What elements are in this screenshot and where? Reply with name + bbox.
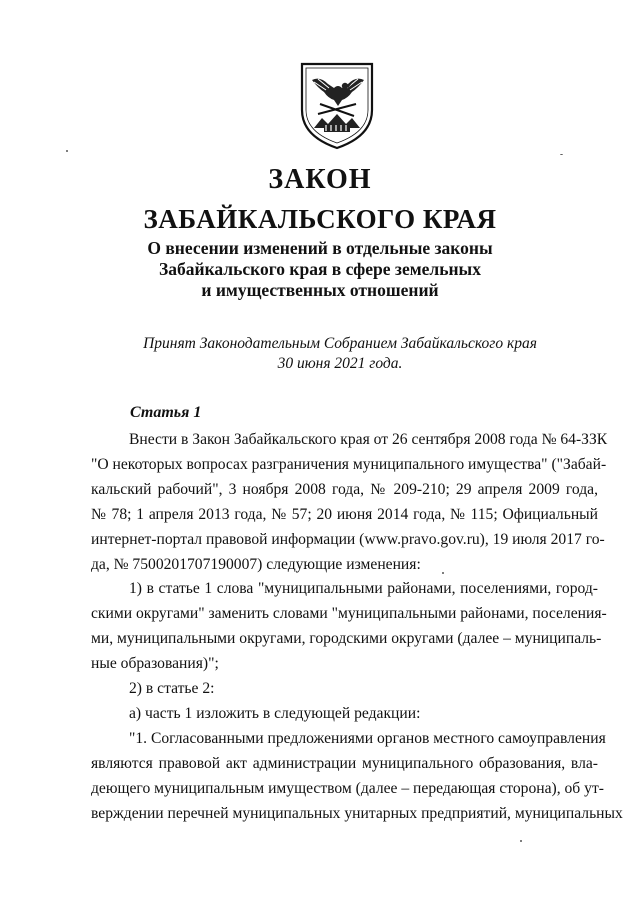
text-line: верждении перечней муниципальных унитарных предприятий, муниципальных	[91, 804, 623, 822]
text-line: 2) в статье 2:	[129, 680, 215, 698]
text-line: № 78; 1 апреля 2013 года, № 57; 20 июня 2014 года, № 115; Официальный	[91, 505, 598, 523]
text-line: деющего муниципальным имуществом (далее – передающая сторона), об ут-	[91, 779, 604, 797]
text-line: да, № 7500201707190007) следующие изменения:	[91, 555, 421, 573]
text-line: скими округами" заменить словами "муниципальными районами, поселения-	[91, 605, 607, 623]
coat-of-arms-emblem	[298, 58, 376, 150]
law-subject-line: О внесении изменений в отдельные законы	[147, 238, 493, 258]
law-subject-line: Забайкальского края в сфере земельных	[159, 259, 481, 279]
text-line: ми, муниципальными округами, городскими округами (далее – муниципаль-	[91, 630, 602, 648]
paragraph	[91, 677, 598, 702]
text-line: 1) в статье 1 слова "муниципальными районами, поселениями, город-	[129, 580, 598, 598]
article-heading: Статья 1	[130, 404, 202, 421]
scan-speck	[520, 840, 522, 842]
document-title: ЗАКОН	[268, 164, 372, 195]
scan-speck	[66, 150, 68, 152]
text-line: кальский рабочий", 3 ноября 2008 года, № 209-210; 29 апреля 2009 года,	[91, 480, 598, 498]
text-line: "1. Согласованными предложениями органов местного самоуправления	[129, 729, 606, 747]
scan-speck	[442, 572, 444, 574]
paragraph	[91, 727, 623, 827]
text-line: ные образования)";	[91, 655, 219, 673]
paragraph	[91, 702, 598, 727]
paragraph	[91, 577, 607, 677]
text-line: интернет-портал правовой информации (www.pravo.gov.ru), 19 июля 2017 го-	[91, 530, 605, 548]
adoption-note	[0, 334, 640, 374]
text-line: "О некоторых вопросах разграничения муниципального имущества" ("Забай-	[91, 455, 607, 473]
scan-speck	[560, 154, 563, 155]
paragraph	[91, 428, 608, 577]
adoption-note-date: 30 июня 2021 года.	[277, 355, 403, 372]
adoption-note-line: Принят Законодательным Собранием Забайкальского края	[143, 335, 537, 352]
text-line: а) часть 1 изложить в следующей редакции:	[129, 704, 421, 722]
law-subject-line: и имущественных отношений	[201, 280, 439, 300]
article-body	[91, 428, 623, 827]
text-line: являются правовой акт администрации муниципального образования, вла-	[91, 754, 598, 772]
law-subject	[0, 238, 640, 301]
text-line: Внести в Закон Забайкальского края от 26 сентября 2008 года № 64-ЗЗК	[129, 431, 608, 448]
document-title-region: ЗАБАЙКАЛЬСКОГО КРАЯ	[143, 204, 497, 234]
